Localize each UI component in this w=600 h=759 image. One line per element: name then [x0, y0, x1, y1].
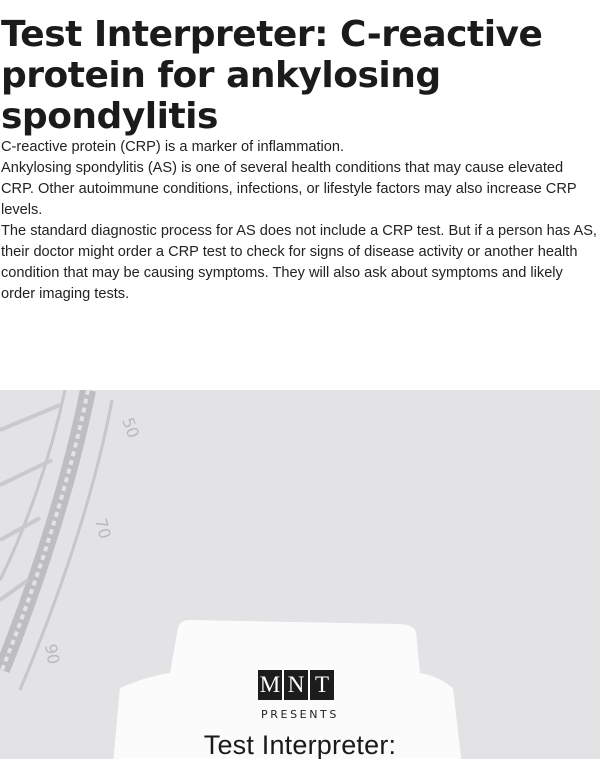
article-title: Test Interpreter: C-reactive protein for ankylosing spondylitis — [1, 14, 543, 137]
promo-banner[interactable] — [0, 390, 600, 759]
article — [0, 14, 597, 305]
article-paragraph-1: C-reactive protein (CRP) is a marker of inflammation. — [1, 139, 345, 155]
svg-text:70: 70 — [91, 516, 115, 541]
svg-text:90: 90 — [41, 642, 64, 666]
article-paragraph-3: The standard diagnostic process for AS does not include a CRP test. But if a person has AS, their doctor might order a CRP test to check for signs of disease activity or another health condition that may be causing symptoms. They will also ask about symptoms and likely order imaging tests. — [1, 223, 597, 302]
promo-title: Test Interpreter: — [203, 730, 397, 759]
mnt-logo — [258, 670, 334, 700]
article-paragraph-2: Ankylosing spondylitis (AS) is one of several health conditions that may cause elevated CRP. Other autoimmune conditions, infections, or lifestyle factors may also increase CRP levels. — [1, 160, 577, 218]
logo-letter-t: T — [310, 670, 334, 700]
presents-label: PRESENTS — [261, 708, 339, 721]
svg-text:50: 50 — [118, 414, 144, 441]
logo-letter-m: M — [258, 670, 282, 700]
logo-letter-n: N — [284, 670, 308, 700]
